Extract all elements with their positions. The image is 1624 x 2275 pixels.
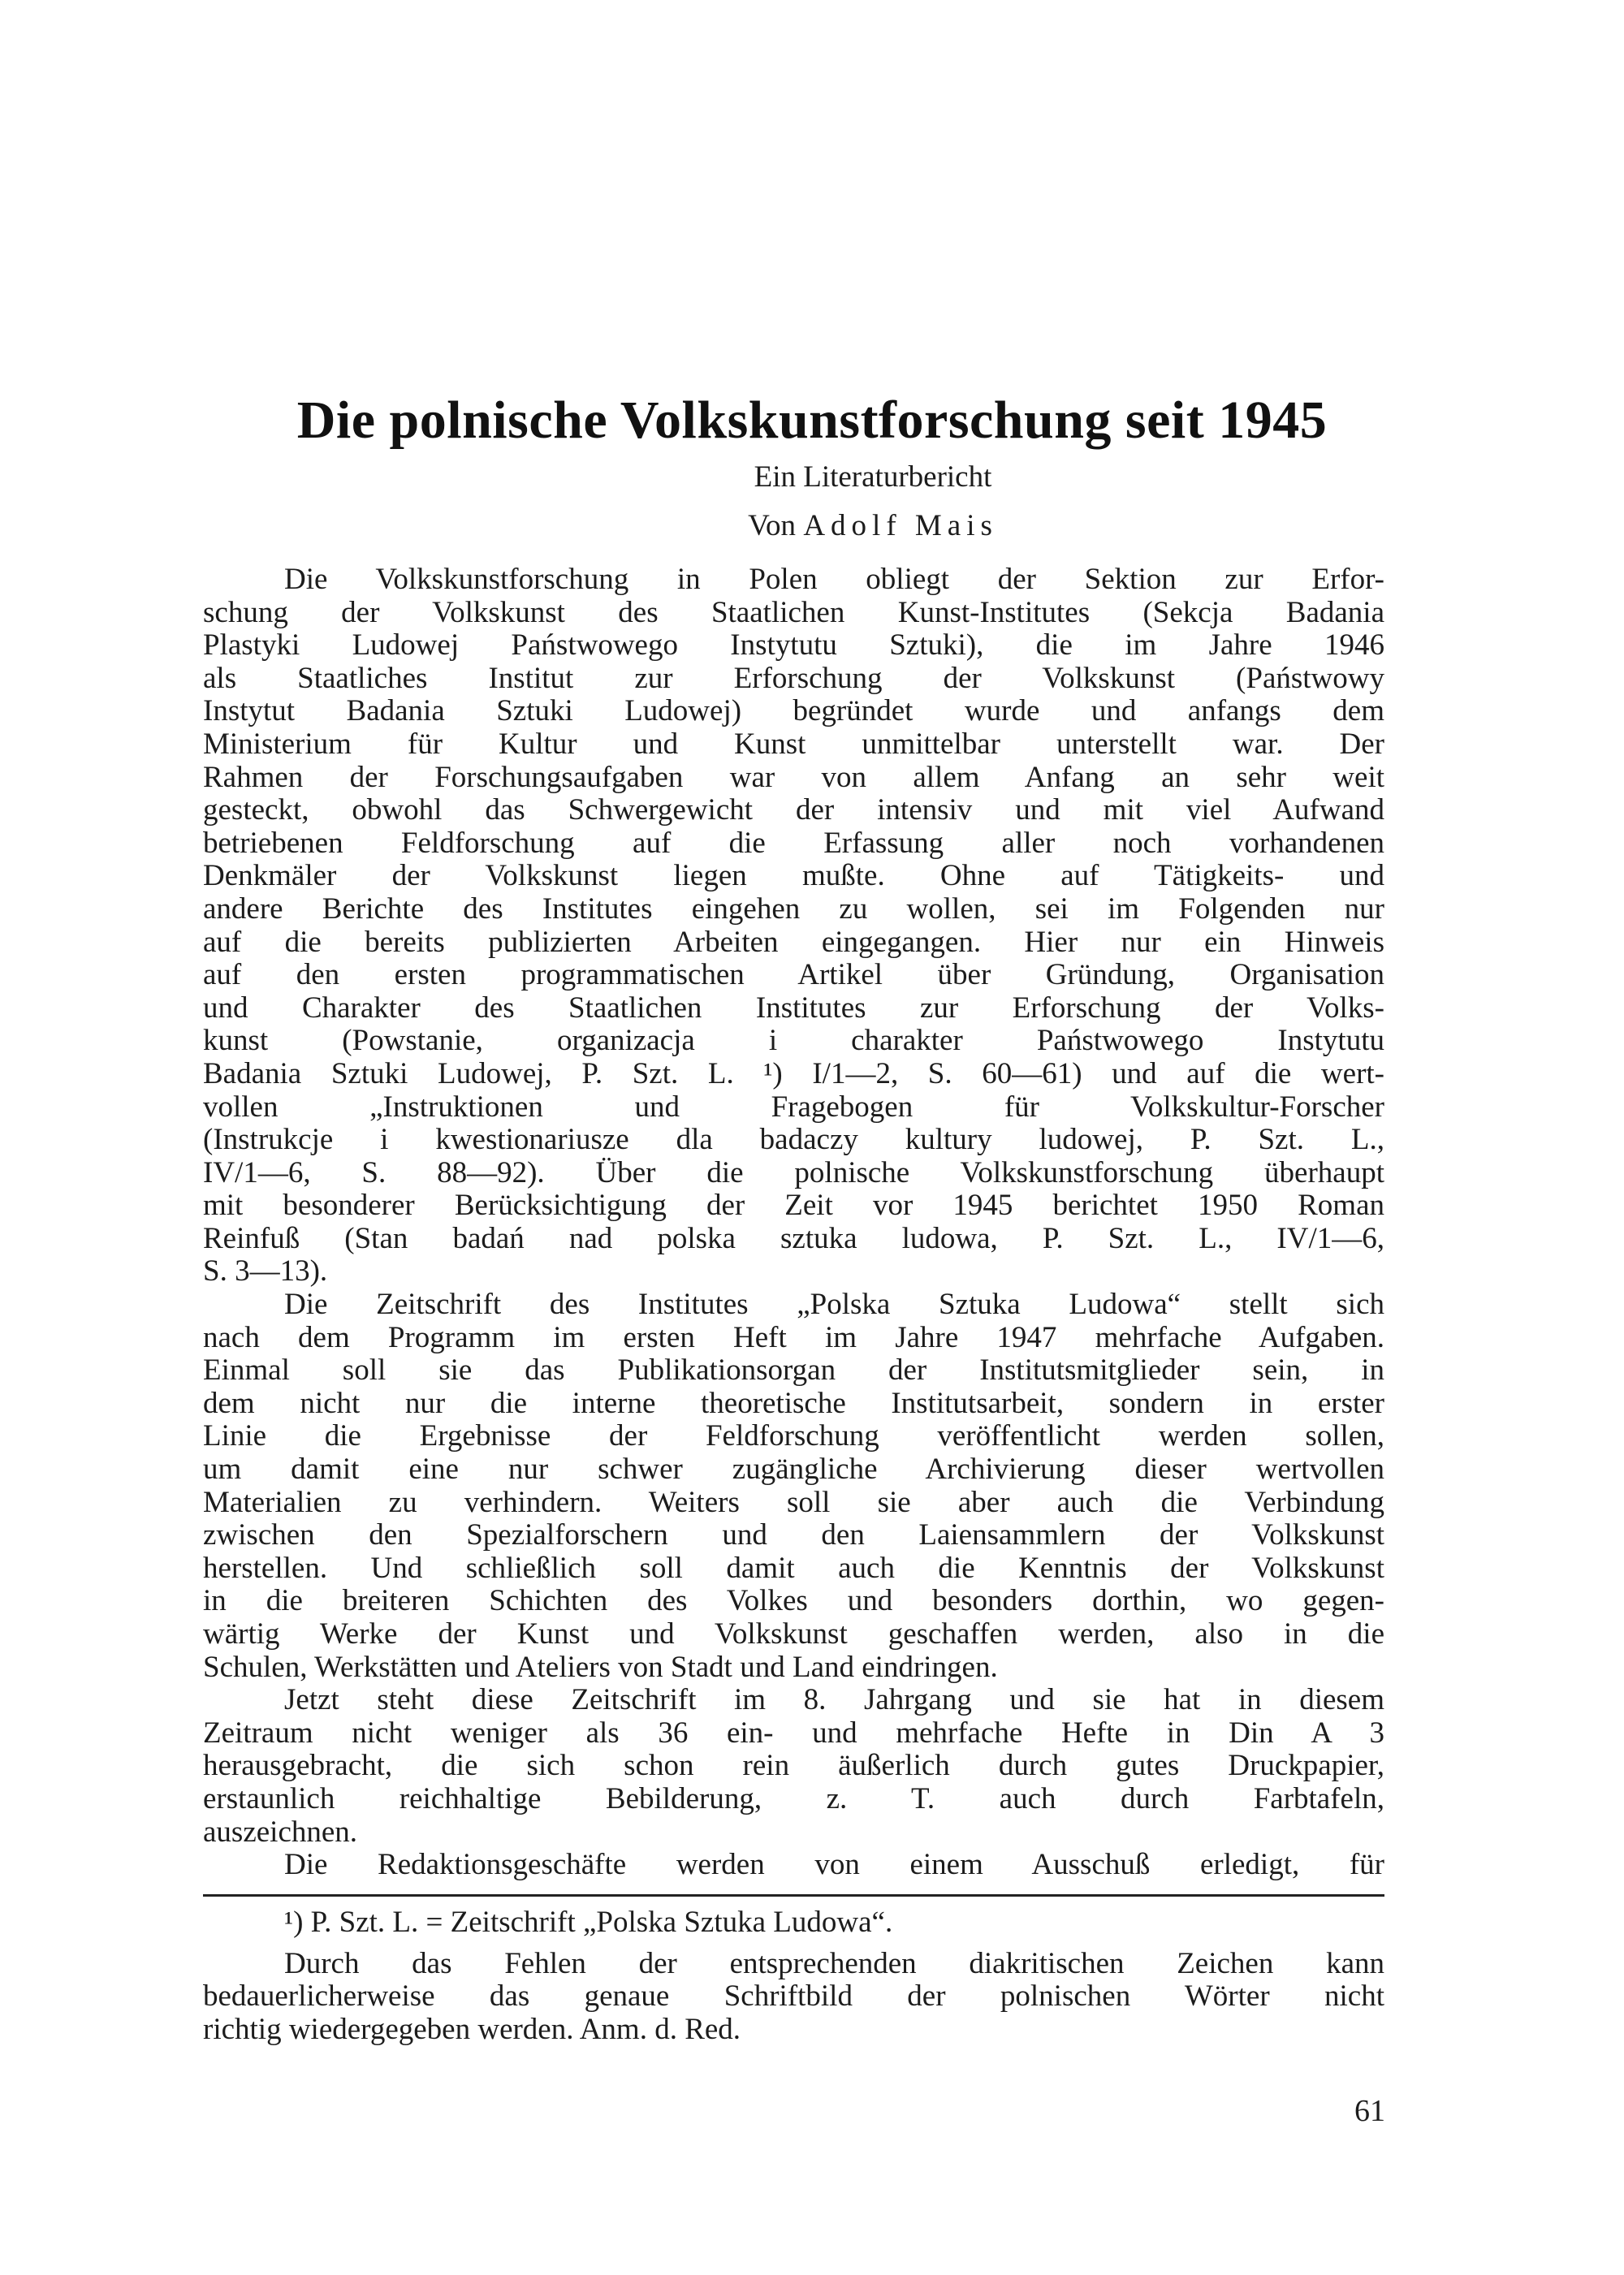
text-line: Badania Sztuki Ludowej, P. Szt. L. ¹) I/1—2, S. 60—61) und auf die wert- [203, 1056, 1384, 1090]
text-line: Rahmen der Forschungsaufgaben war von allem Anfang an sehr weit [203, 760, 1384, 794]
text-line: Instytut Badania Sztuki Ludowej) begründet wurde und anfangs dem [203, 694, 1384, 728]
paragraph [203, 1849, 1384, 1882]
text-line: zwischen den Spezialforschern und den Laiensammlern der Volkskunst [203, 1518, 1384, 1552]
text-line: Schulen, Werkstätten und Ateliers von Stadt und Land eindringen. [203, 1650, 998, 1684]
text-line: in die breiteren Schichten des Volkes und besonders dorthin, wo gegen- [203, 1584, 1384, 1618]
text-line: Durch das Fehlen der entsprechenden diakritischen Zeichen kann [284, 1946, 1384, 1980]
text-line: Plastyki Ludowej Państwowego Instytutu Sztuki), die im Jahre 1946 [203, 628, 1384, 663]
text-line: Zeitraum nicht weniger als 36 ein- und mehrfache Hefte in Din A 3 [203, 1716, 1384, 1750]
text-line: herausgebracht, die sich schon rein äußerlich durch gutes Druckpapier, [203, 1749, 1384, 1783]
text-line: auf den ersten programmatischen Artikel über Gründung, Organisation [203, 958, 1384, 992]
text-line: auszeichnen. [203, 1815, 358, 1849]
paragraph [203, 1289, 1384, 1684]
text-line: schung der Volkskunst des Staatlichen Kunst-Institutes (Sekcja Badania [203, 595, 1384, 629]
text-line: gesteckt, obwohl das Schwergewicht der intensiv und mit viel Aufwand [203, 793, 1384, 827]
text-line: bedauerlicherweise das genaue Schriftbild der polnischen Wörter nicht [203, 1979, 1384, 2014]
page-number: 61 [1354, 2094, 1385, 2128]
author-name: Adolf Mais [803, 509, 998, 542]
text-line: vollen „Instruktionen und Fragebogen für Volkskultur-Forscher [203, 1090, 1384, 1124]
text-line: mit besonderer Berücksichtigung der Zeit vor 1945 berichtet 1950 Roman [203, 1189, 1384, 1223]
paragraph [203, 1684, 1384, 1849]
text-line: Die Zeitschrift des Institutes „Polska Sztuka Ludowa“ stellt sich [284, 1288, 1384, 1322]
text-line: Jetzt steht diese Zeitschrift im 8. Jahrgang und sie hat in diesem [284, 1683, 1384, 1717]
text-line: ¹) P. Szt. L. = Zeitschrift „Polska Sztuka Ludowa“. [284, 1906, 893, 1939]
article-body [203, 563, 1384, 1882]
footnotes [203, 1906, 1384, 2046]
text-line: Ministerium für Kultur und Kunst unmittelbar unterstellt war. Der [203, 727, 1384, 761]
author-prefix: Von [748, 509, 797, 542]
article-title: Die polnische Volkskunstforschung seit 1945 [296, 391, 1328, 450]
text-line: herstellen. Und schließlich soll damit auch die Kenntnis der Volkskunst [203, 1551, 1384, 1585]
paragraph [203, 563, 1384, 1289]
text-line: und Charakter des Staatlichen Institutes zur Erforschung der Volks- [203, 991, 1384, 1025]
footnote [203, 1948, 1384, 2047]
text-line: wärtig Werke der Kunst und Volkskunst geschaffen werden, also in die [203, 1617, 1384, 1651]
text-line: Reinfuß (Stan badań nad polska sztuka ludowa, P. Szt. L., IV/1—6, [203, 1221, 1384, 1255]
text-line: Einmal soll sie das Publikationsorgan der Institutsmitglieder sein, in [203, 1353, 1384, 1388]
footnote-divider [203, 1894, 1384, 1897]
article-author [0, 508, 1624, 544]
footnote [203, 1906, 1384, 1940]
text-line: erstaunlich reichhaltige Bebilderung, z. T. auch durch Farbtafeln, [203, 1781, 1384, 1815]
article-subtitle: Ein Literaturbericht [754, 460, 992, 494]
text-line: um damit eine nur schwer zugängliche Archivierung dieser wertvollen [203, 1453, 1384, 1487]
text-line: andere Berichte des Institutes eingehen zu wollen, sei im Folgenden nur [203, 891, 1384, 926]
text-line: Denkmäler der Volkskunst liegen mußte. Ohne auf Tätigkeits- und [203, 859, 1384, 893]
text-line: richtig wiedergegeben werden. Anm. d. Red. [203, 2012, 741, 2046]
text-line: IV/1—6, S. 88—92). Über die polnische Volkskunstforschung überhaupt [203, 1155, 1384, 1189]
text-line: nach dem Programm im ersten Heft im Jahre 1947 mehrfache Aufgaben. [203, 1320, 1384, 1354]
text-line: Die Volkskunstforschung in Polen obliegt der Sektion zur Erfor- [284, 563, 1384, 596]
text-line: Materialien zu verhindern. Weiters soll sie aber auch die Verbindung [203, 1485, 1384, 1519]
text-line: (Instrukcje i kwestionariusze dla badaczy kultury ludowej, P. Szt. L., [203, 1123, 1384, 1157]
text-line: als Staatliches Institut zur Erforschung der Volkskunst (Państwowy [203, 661, 1384, 695]
text-line: kunst (Powstanie, organizacja i charakter Państwowego Instytutu [203, 1024, 1384, 1058]
text-line: dem nicht nur die interne theoretische Institutsarbeit, sondern in erster [203, 1386, 1384, 1420]
text-line: Die Redaktionsgeschäfte werden von einem Ausschuß erledigt, für [284, 1848, 1384, 1882]
text-line: Linie die Ergebnisse der Feldforschung veröffentlicht werden sollen, [203, 1419, 1384, 1453]
text-line: auf die bereits publizierten Arbeiten eingegangen. Hier nur ein Hinweis [203, 925, 1384, 959]
text-line: S. 3—13). [203, 1254, 328, 1289]
text-line: betriebenen Feldforschung auf die Erfassung aller noch vorhandenen [203, 826, 1384, 860]
